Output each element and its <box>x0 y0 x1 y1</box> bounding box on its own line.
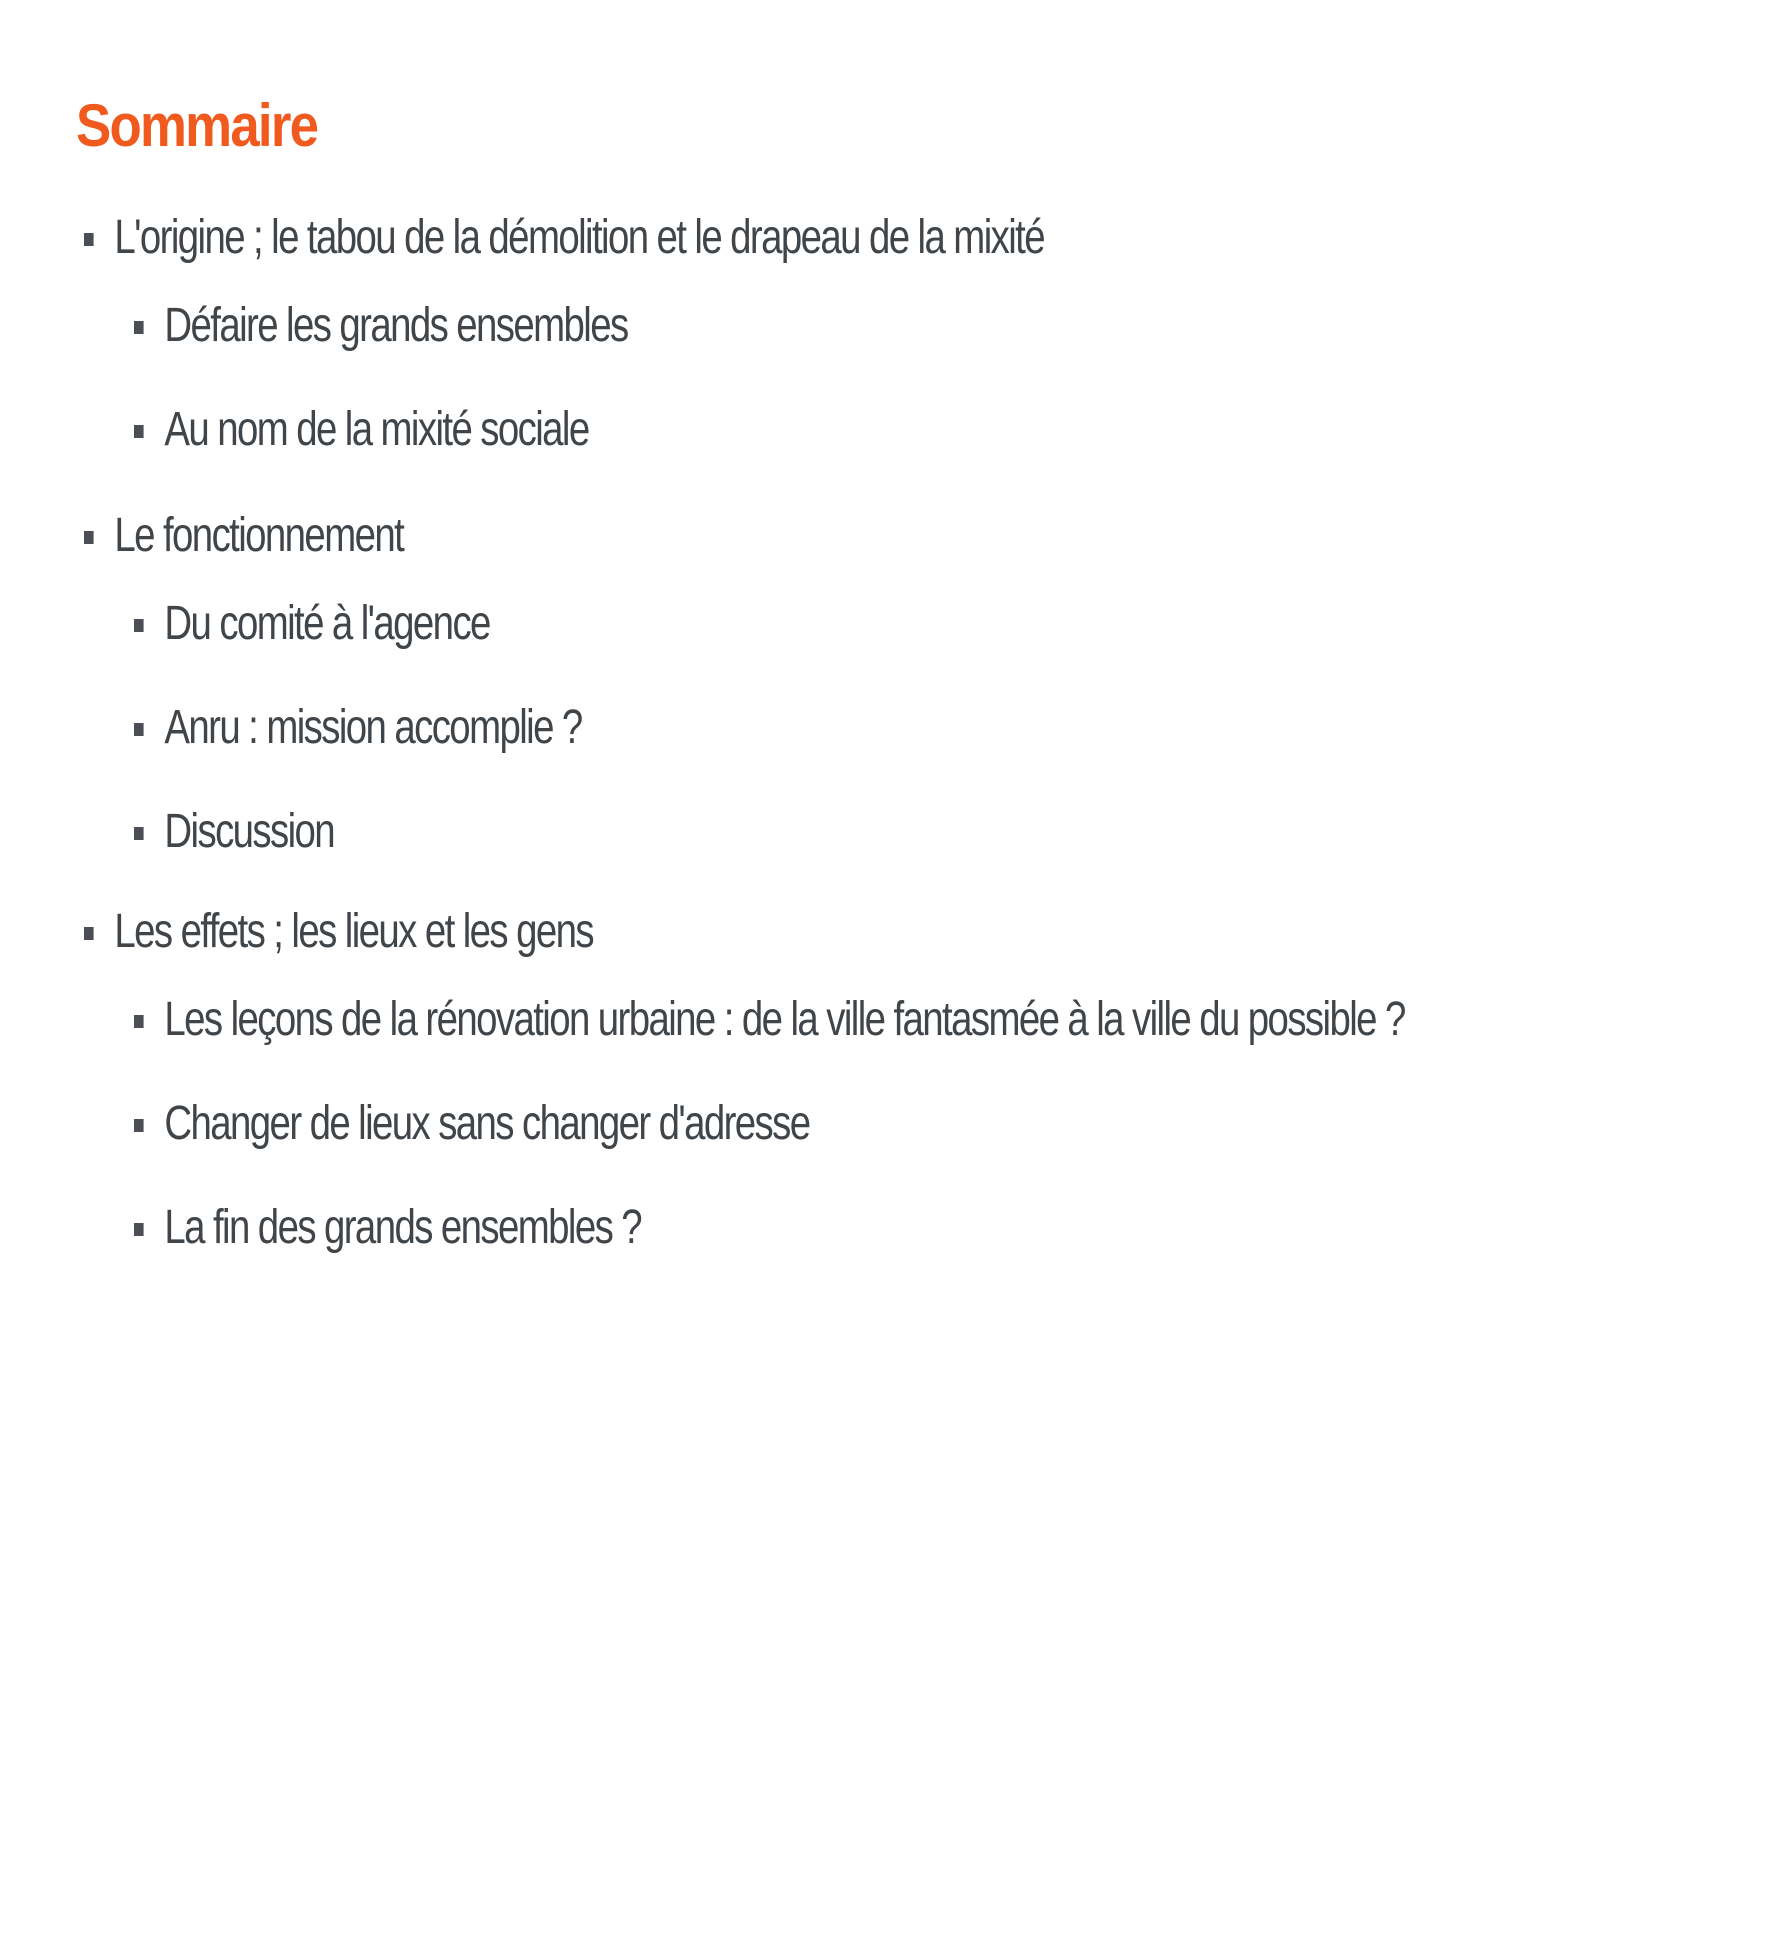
square-bullet-icon <box>134 827 144 840</box>
square-bullet-icon <box>134 1223 144 1236</box>
toc-section-label: Les effets ; les lieux et les gens <box>114 905 593 958</box>
toc-subsection-link[interactable] <box>126 597 1382 650</box>
toc-subsection-label: Les leçons de la rénovation urbaine : de la ville fantasmée à la ville du possible ? <box>164 993 1405 1046</box>
toc-section-label: Le fonctionnement <box>114 509 404 562</box>
toc-title: Sommaire <box>76 92 318 159</box>
table-of-contents <box>76 92 1696 1308</box>
toc-section-fonctionnement <box>76 509 1696 858</box>
square-bullet-icon <box>134 321 144 334</box>
toc-subsection-label: Discussion <box>164 805 335 858</box>
square-bullet-icon <box>134 1119 144 1132</box>
square-bullet-icon <box>134 425 144 438</box>
toc-subsection-label: Anru : mission accomplie ? <box>164 701 582 754</box>
toc-subsection-label: Défaire les grands ensembles <box>164 299 628 352</box>
toc-section-link[interactable] <box>76 211 1372 264</box>
toc-subsection-label: Du comité à l'agence <box>164 597 490 650</box>
toc-section-origine <box>76 211 1696 456</box>
square-bullet-icon <box>84 927 94 940</box>
square-bullet-icon <box>134 619 144 632</box>
toc-subsection-link[interactable] <box>126 701 1382 754</box>
toc-subsection-link[interactable] <box>126 1097 1382 1150</box>
toc-subsection-label: Changer de lieux sans changer d'adresse <box>164 1097 810 1150</box>
square-bullet-icon <box>84 531 94 544</box>
toc-subsection-link[interactable] <box>126 1201 1382 1254</box>
toc-subsection-list <box>76 993 1696 1254</box>
square-bullet-icon <box>134 1015 144 1028</box>
toc-subsection-link[interactable] <box>126 403 1382 456</box>
toc-subsection-list <box>76 299 1696 456</box>
toc-section-label: L'origine ; le tabou de la démolition et le drapeau de la mixité <box>114 211 1044 264</box>
toc-section-link[interactable] <box>76 509 1372 562</box>
toc-subsection-label: Au nom de la mixité sociale <box>164 403 589 456</box>
toc-subsection-link[interactable] <box>126 993 1405 1046</box>
toc-subsection-link[interactable] <box>126 299 1382 352</box>
toc-subsection-label: La fin des grands ensembles ? <box>164 1201 641 1254</box>
toc-subsection-list <box>76 597 1696 858</box>
toc-subsection-link[interactable] <box>126 805 1382 858</box>
square-bullet-icon <box>134 723 144 736</box>
toc-section-link[interactable] <box>76 905 1372 958</box>
square-bullet-icon <box>84 233 94 246</box>
toc-section-effets <box>76 905 1696 1254</box>
